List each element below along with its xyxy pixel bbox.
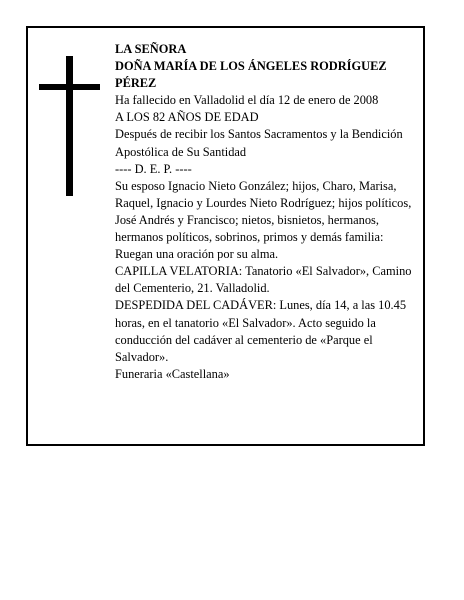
family-statement: Su esposo Ignacio Nieto González; hijos, Charo, Marisa, Raquel, Ignacio y Lourdes Nieto Rodríguez; hijos políticos, José Andrés y Francisco; nietos, bisnietos, hermanos, hermanos políticos, sobrinos, primos y demás familia: <box>115 178 415 245</box>
death-statement: Ha fallecido en Valladolid el día 12 de enero de 2008 <box>115 93 379 108</box>
rip-line: ---- D. E. P. ---- <box>115 161 192 176</box>
notice-title: LA SEÑORA <box>115 42 187 56</box>
cross-icon <box>66 56 73 196</box>
age-statement: A LOS 82 AÑOS DE EDAD <box>115 110 259 125</box>
chapel-info: CAPILLA VELATORIA: Tanatorio «El Salvador», Camino del Cementerio, 21. Valladolid. <box>115 264 415 296</box>
notice-text <box>115 41 425 383</box>
prayer-request: Ruegan una oración por su alma. <box>115 247 279 262</box>
cross-icon-bar <box>39 84 100 90</box>
deceased-name: DOÑA MARÍA DE LOS ÁNGELES RODRÍGUEZ PÉREZ <box>115 59 390 91</box>
farewell-info: DESPEDIDA DEL CADÁVER: Lunes, día 14, a las 10.45 horas, en el tanatorio «El Salvador». Acto seguido la conducción del cadáver al cementerio de «Parque el Salvador». <box>115 298 410 364</box>
funeral-home: Funeraria «Castellana» <box>115 366 230 381</box>
obituary-notice <box>26 26 425 446</box>
sacraments-statement: Después de recibir los Santos Sacramentos y la Bendición Apostólica de Su Santidad <box>115 127 406 159</box>
